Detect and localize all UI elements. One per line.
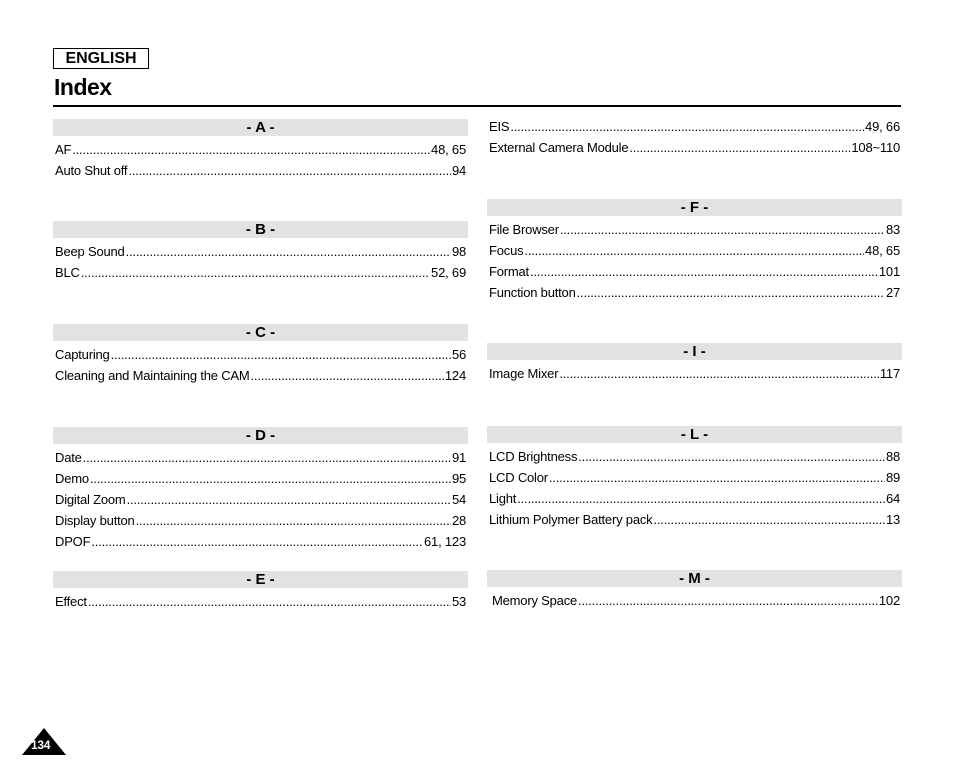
entry-pages: 117 — [879, 366, 900, 381]
entry-term: Capturing — [55, 347, 110, 362]
entry-pages: 124 — [444, 368, 466, 383]
index-entry — [53, 160, 468, 181]
entry-pages: 94 — [451, 163, 466, 178]
dot-leader — [136, 510, 451, 531]
language-badge: ENGLISH — [53, 48, 149, 69]
index-entry — [487, 467, 902, 488]
dot-leader — [560, 219, 885, 240]
entry-term: File Browser — [489, 222, 559, 237]
index-section-d — [53, 427, 468, 552]
index-section-b — [53, 221, 468, 283]
entry-term: Lithium Polymer Battery pack — [489, 512, 653, 527]
entry-term: AF — [55, 142, 72, 157]
entry-pages: 13 — [885, 512, 900, 527]
dot-leader — [578, 446, 885, 467]
dot-leader — [510, 116, 864, 137]
index-entry — [487, 137, 902, 158]
index-section-m — [487, 570, 902, 611]
entry-term: LCD Color — [489, 470, 548, 485]
entry-term: Display button — [55, 513, 135, 528]
index-entry — [487, 446, 902, 467]
index-entry — [53, 344, 468, 365]
entry-term: Cleaning and Maintaining the CAM — [55, 368, 250, 383]
entry-pages: 64 — [885, 491, 900, 506]
index-section-e-continued — [487, 113, 902, 158]
section-header: - I - — [487, 343, 902, 360]
entry-term: Date — [55, 450, 82, 465]
dot-leader — [91, 531, 423, 552]
entry-pages: 98 — [451, 244, 466, 259]
entry-pages: 61, 123 — [424, 534, 466, 549]
index-section-l — [487, 426, 902, 530]
entry-term: Memory Space — [492, 593, 578, 608]
dot-leader — [530, 261, 878, 282]
dot-leader — [81, 262, 430, 283]
entry-pages: 88 — [885, 449, 900, 464]
entry-pages: 27 — [885, 285, 900, 300]
page-title: Index — [54, 74, 112, 100]
index-entry — [53, 262, 468, 283]
index-entry — [487, 240, 902, 261]
index-entry — [487, 363, 902, 384]
dot-leader — [578, 590, 878, 611]
index-entry — [53, 531, 468, 552]
index-section-c — [53, 324, 468, 386]
entry-term: Digital Zoom — [55, 492, 126, 507]
index-entry — [53, 139, 468, 160]
dot-leader — [127, 489, 451, 510]
index-entry — [53, 489, 468, 510]
section-header: - L - — [487, 426, 902, 443]
entry-term: Focus — [489, 243, 524, 258]
section-header: - E - — [53, 571, 468, 588]
dot-leader — [577, 282, 885, 303]
dot-leader — [549, 467, 885, 488]
entry-pages: 102 — [878, 593, 900, 608]
entry-term: External Camera Module — [489, 140, 629, 155]
index-entry — [487, 219, 902, 240]
entry-term: Beep Sound — [55, 244, 125, 259]
dot-leader — [653, 509, 884, 530]
index-entry — [487, 488, 902, 509]
index-entry — [53, 447, 468, 468]
entry-term: Light — [489, 491, 517, 506]
entry-term: Image Mixer — [489, 366, 559, 381]
entry-pages: 89 — [885, 470, 900, 485]
entry-term: Demo — [55, 471, 89, 486]
entry-pages: 49, 66 — [865, 119, 900, 134]
index-section-a — [53, 119, 468, 181]
dot-leader — [517, 488, 885, 509]
index-entry — [53, 510, 468, 531]
entry-term: DPOF — [55, 534, 91, 549]
entry-pages: 48, 65 — [865, 243, 900, 258]
entry-term: EIS — [489, 119, 510, 134]
entry-term: Effect — [55, 594, 87, 609]
title-divider — [53, 105, 901, 107]
entry-pages: 48, 65 — [431, 142, 466, 157]
entry-pages: 53 — [451, 594, 466, 609]
section-header: - A - — [53, 119, 468, 136]
dot-leader — [111, 344, 451, 365]
index-entry — [53, 468, 468, 489]
entry-pages: 54 — [451, 492, 466, 507]
index-entry — [487, 116, 902, 137]
entry-pages: 56 — [451, 347, 466, 362]
index-entry — [53, 591, 468, 612]
index-section-e — [53, 571, 468, 612]
entry-pages: 28 — [451, 513, 466, 528]
index-entry — [53, 365, 468, 386]
entry-pages: 108~110 — [851, 140, 900, 155]
entry-term: Function button — [489, 285, 576, 300]
index-entry — [487, 282, 902, 303]
dot-leader — [126, 241, 451, 262]
index-entry — [53, 241, 468, 262]
dot-leader — [629, 137, 850, 158]
entry-term: BLC — [55, 265, 80, 280]
dot-leader — [128, 160, 451, 181]
dot-leader — [90, 468, 451, 489]
section-header: - F - — [487, 199, 902, 216]
section-header: - B - — [53, 221, 468, 238]
section-header: - C - — [53, 324, 468, 341]
entry-term: Auto Shut off — [55, 163, 128, 178]
section-header: - D - — [53, 427, 468, 444]
dot-leader — [251, 365, 444, 386]
dot-leader — [559, 363, 879, 384]
entry-pages: 91 — [451, 450, 466, 465]
section-header: - M - — [487, 570, 902, 587]
dot-leader — [72, 139, 430, 160]
page-number: 134 — [31, 738, 51, 752]
entry-pages: 95 — [451, 471, 466, 486]
index-entry — [487, 261, 902, 282]
entry-pages: 52, 69 — [431, 265, 466, 280]
index-section-i — [487, 343, 902, 384]
dot-leader — [88, 591, 451, 612]
index-section-f — [487, 199, 902, 303]
dot-leader — [83, 447, 451, 468]
page-number-badge — [22, 728, 66, 756]
index-entry — [487, 590, 902, 611]
entry-term: Format — [489, 264, 529, 279]
entry-pages: 101 — [878, 264, 900, 279]
dot-leader — [524, 240, 864, 261]
entry-pages: 83 — [885, 222, 900, 237]
entry-term: LCD Brightness — [489, 449, 578, 464]
index-entry — [487, 509, 902, 530]
